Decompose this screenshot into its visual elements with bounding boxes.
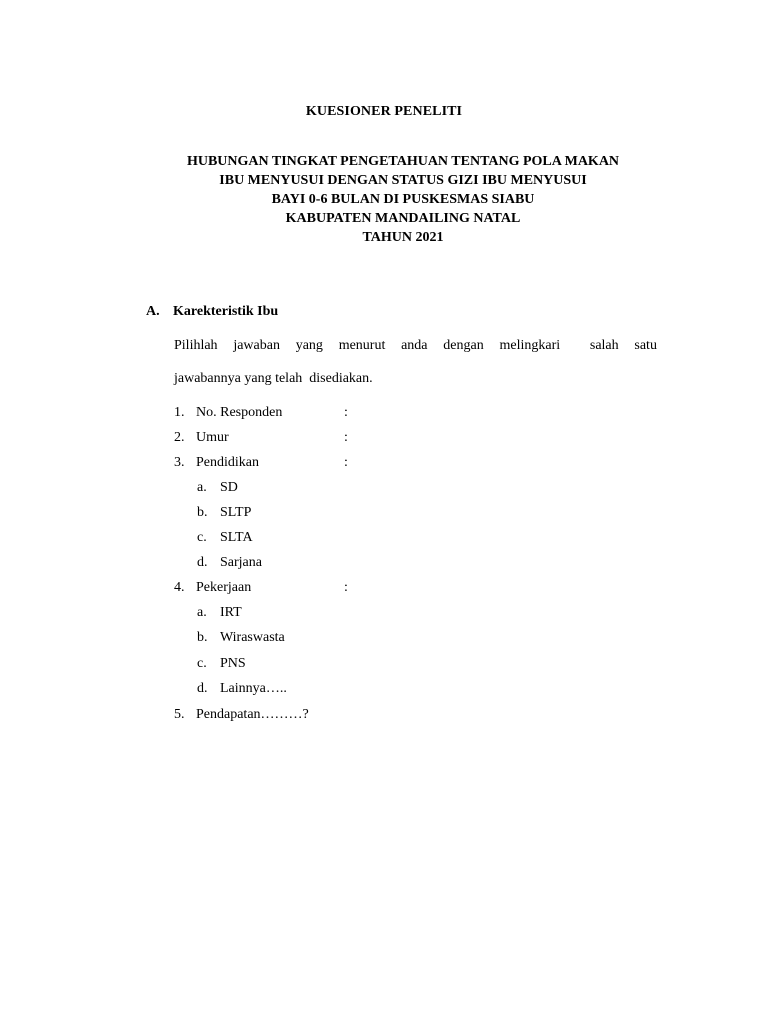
subtitle-line: IBU MENYUSUI DENGAN STATUS GIZI IBU MENYUSUI — [219, 173, 587, 188]
option-letter: a. — [197, 480, 207, 495]
option-letter: d. — [197, 681, 208, 696]
option-label: SD — [220, 480, 238, 495]
option-letter: b. — [197, 505, 208, 520]
item-number: 3. — [174, 455, 185, 470]
subtitle-line: HUBUNGAN TINGKAT PENGETAHUAN TENTANG POLA MAKAN — [186, 154, 620, 169]
option-label: Lainnya….. — [220, 681, 287, 696]
item-number: 1. — [174, 405, 185, 420]
option-label: Sarjana — [220, 555, 262, 570]
option-letter: c. — [197, 656, 207, 671]
option-label: IRT — [220, 605, 242, 620]
option-label: SLTP — [220, 505, 252, 520]
item-label: Umur — [196, 430, 229, 445]
item-colon: : — [344, 405, 348, 420]
item-label: Pekerjaan — [196, 580, 252, 595]
instruction-word: menurut — [338, 338, 386, 353]
instruction-word: Pilihlah — [174, 338, 218, 353]
instruction-line-2: jawabannya yang telah disediakan. — [174, 371, 373, 386]
item-number: 2. — [174, 430, 185, 445]
item-number: 4. — [174, 580, 185, 595]
item-label: No. Responden — [196, 405, 283, 420]
instruction-word: melingkari — [499, 338, 561, 353]
section-letter: A. — [146, 304, 160, 319]
option-label: PNS — [220, 656, 246, 671]
section-heading — [146, 303, 278, 321]
instruction-word: salah — [589, 338, 619, 353]
subtitle-line: KABUPATEN MANDAILING NATAL — [285, 211, 521, 226]
option-letter: d. — [197, 555, 208, 570]
item-colon: : — [344, 455, 348, 470]
subtitle-line: TAHUN 2021 — [362, 230, 444, 245]
item-label: Pendidikan — [196, 455, 259, 470]
instruction-word: anda — [401, 338, 428, 353]
section-heading-text: Karekteristik Ibu — [173, 304, 279, 319]
item-number: 5. — [174, 707, 185, 722]
subtitle-line: BAYI 0-6 BULAN DI PUSKESMAS SIABU — [271, 192, 535, 207]
option-letter: a. — [197, 605, 207, 620]
option-label: SLTA — [220, 530, 253, 545]
option-letter: b. — [197, 630, 208, 645]
instruction-word: jawaban — [233, 338, 280, 353]
item-colon: : — [344, 580, 348, 595]
option-label: Wiraswasta — [220, 630, 285, 645]
item-label: Pendapatan………? — [196, 707, 309, 722]
instruction-word: yang — [295, 338, 323, 353]
instruction-word: satu — [634, 338, 657, 353]
document-subtitle — [0, 152, 768, 247]
option-letter: c. — [197, 530, 207, 545]
instruction-word: dengan — [443, 338, 484, 353]
instruction-line-1 — [174, 337, 657, 355]
document-title: KUESIONER PENELITI — [305, 104, 463, 119]
item-colon: : — [344, 430, 348, 445]
